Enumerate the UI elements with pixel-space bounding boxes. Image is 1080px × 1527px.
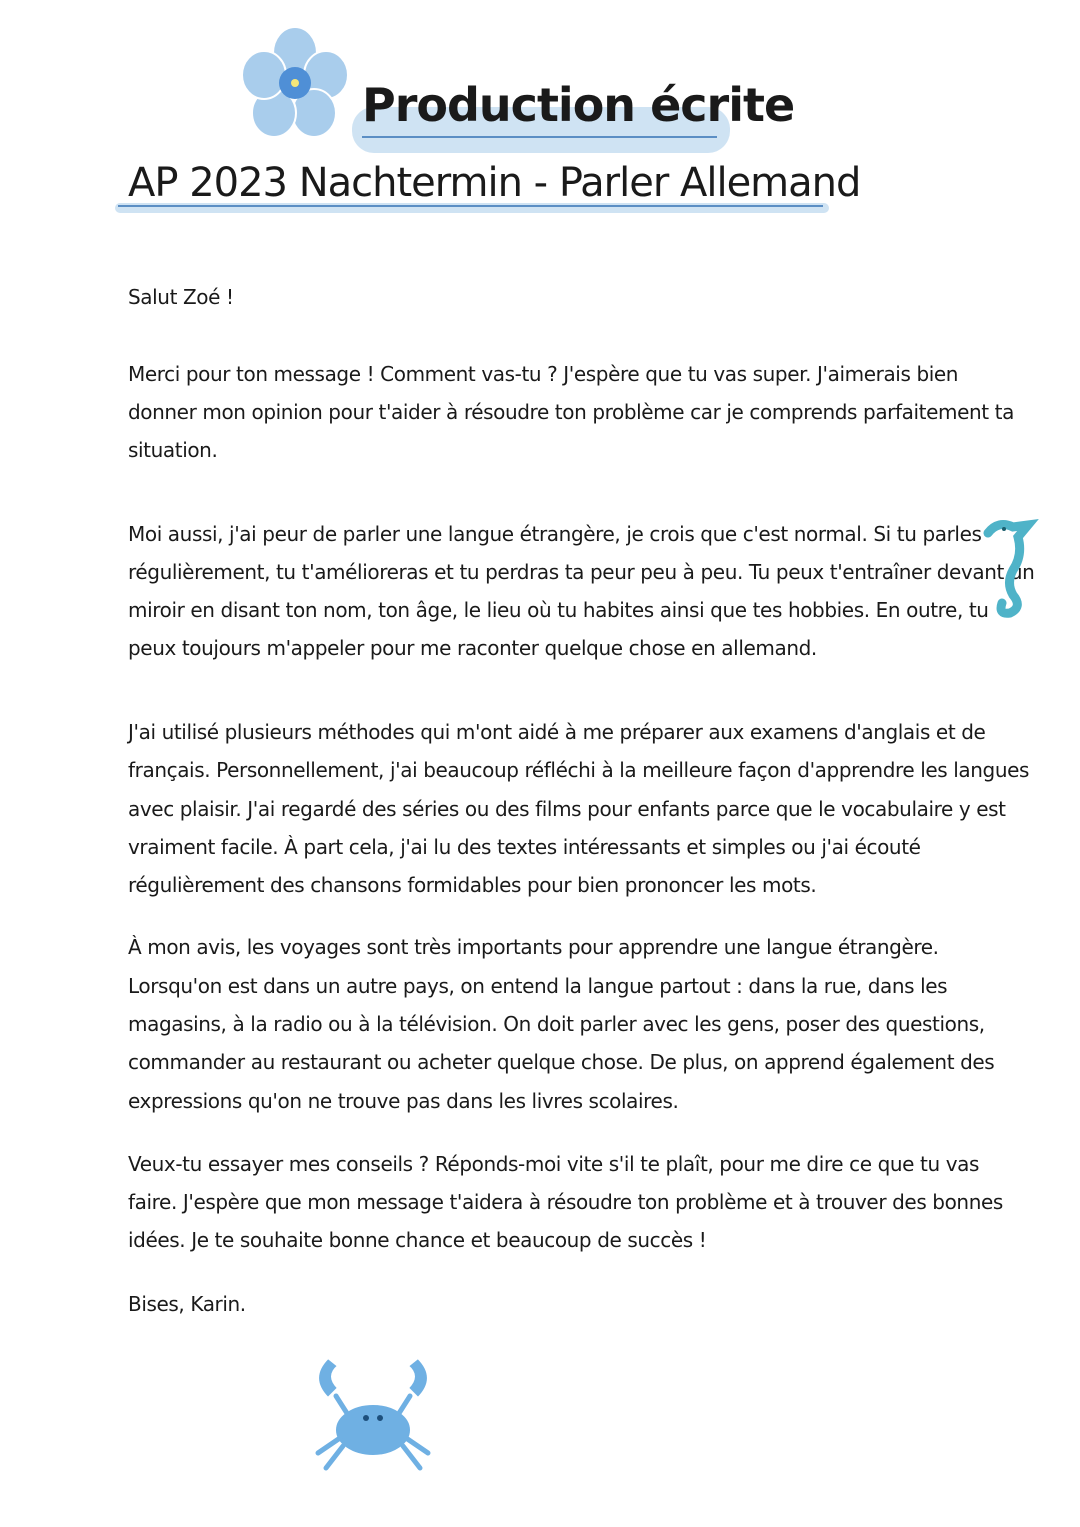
paragraph-line: donner mon opinion pour t'aider à résoudre ton problème car je comprends parfaitement ta xyxy=(128,400,1014,424)
title-underline xyxy=(362,136,717,138)
paragraph-line: faire. J'espère que mon message t'aidera à résoudre ton problème et à trouver des bonnes xyxy=(128,1190,1003,1214)
flower-illustration-icon xyxy=(240,25,350,140)
paragraph-line: vraiment facile. À part cela, j'ai lu des textes intéressants et simples ou j'ai écouté xyxy=(128,835,921,859)
paragraph-line: idées. Je te souhaite bonne chance et beaucoup de succès ! xyxy=(128,1228,707,1252)
paragraph-line: À mon avis, les voyages sont très importants pour apprendre une langue étrangère. xyxy=(128,935,939,959)
paragraph-line: régulièrement des chansons formidables pour bien prononcer les mots. xyxy=(128,873,817,897)
paragraph-line: Veux-tu essayer mes conseils ? Réponds-moi vite s'il te plaît, pour me dire ce que tu vas xyxy=(128,1152,980,1176)
paragraph-line: Lorsqu'on est dans un autre pays, on entend la langue partout : dans la rue, dans les xyxy=(128,974,948,998)
paragraph-line: régulièrement, tu t'amélioreras et tu perdras ta peur peu à peu. Tu peux t'entraîner devant un xyxy=(128,560,1035,584)
page-subtitle: AP 2023 Nachtermin - Parler Allemand xyxy=(128,160,861,206)
paragraph-line: Moi aussi, j'ai peur de parler une langue étrangère, je crois que c'est normal. Si tu parles xyxy=(128,522,982,546)
paragraph-line: avec plaisir. J'ai regardé des séries ou des films pour enfants parce que le vocabulaire y est xyxy=(128,797,1006,821)
greeting: Salut Zoé ! xyxy=(128,285,234,309)
paragraph-line: commander au restaurant ou acheter quelque chose. De plus, on apprend également des xyxy=(128,1050,995,1074)
paragraph-line: français. Personnellement, j'ai beaucoup réfléchi à la meilleure façon d'apprendre les langues xyxy=(128,758,1030,782)
page-title: Production écrite xyxy=(362,78,795,132)
paragraph-line: peux toujours m'appeler pour me raconter quelque chose en allemand. xyxy=(128,636,817,660)
paragraph-line: J'ai utilisé plusieurs méthodes qui m'ont aidé à me préparer aux examens d'anglais et de xyxy=(128,720,986,744)
closing: Bises, Karin. xyxy=(128,1292,246,1316)
paragraph-line: situation. xyxy=(128,438,218,462)
paragraph-line: miroir en disant ton nom, ton âge, le lieu où tu habites ainsi que tes hobbies. En outre, tu xyxy=(128,598,989,622)
paragraph-line: magasins, à la radio ou à la télévision. On doit parler avec les gens, poser des questions, xyxy=(128,1012,985,1036)
seahorse-illustration-icon xyxy=(968,515,1043,620)
paragraph-line: expressions qu'on ne trouve pas dans les livres scolaires. xyxy=(128,1089,679,1113)
crab-illustration-icon xyxy=(298,1338,448,1488)
paragraph-line: Merci pour ton message ! Comment vas-tu ? J'espère que tu vas super. J'aimerais bien xyxy=(128,362,959,386)
